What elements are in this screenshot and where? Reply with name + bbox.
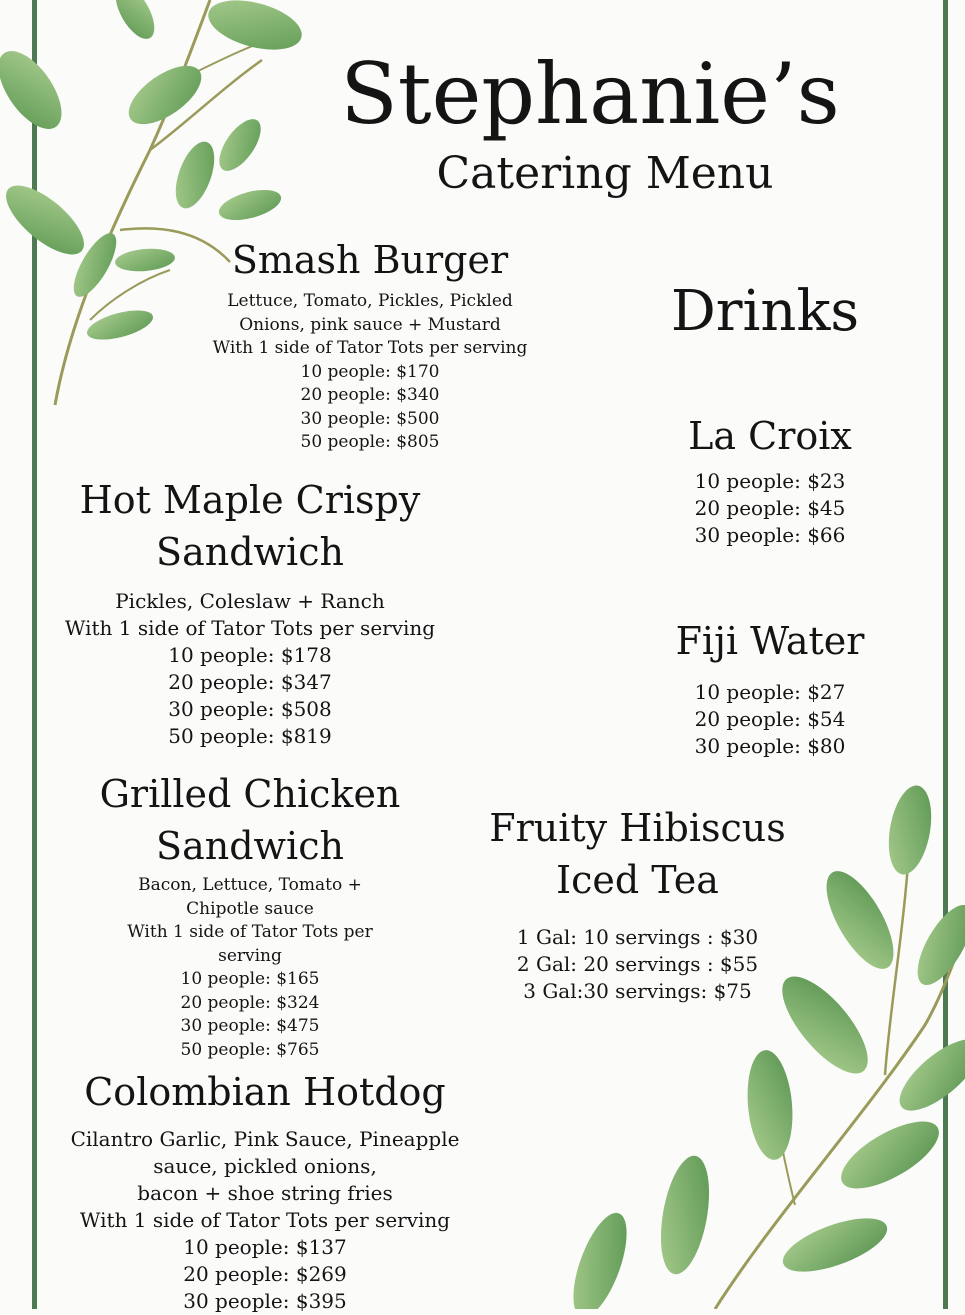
item-price: 30 people: $508 <box>168 697 332 721</box>
item-price: 50 people: $819 <box>168 724 332 748</box>
item-name: Fruity Hibiscus <box>489 806 786 850</box>
item-price: 30 people: $395 <box>183 1289 347 1313</box>
menu-item-colombian-hotdog <box>45 1066 485 1315</box>
item-detail: Pickles, Coleslaw + Ranch <box>115 589 385 613</box>
item-name: La Croix <box>688 414 852 458</box>
item-detail: sauce, pickled onions, <box>153 1154 377 1178</box>
item-detail: bacon + shoe string fries <box>137 1181 393 1205</box>
item-price: 10 people: $178 <box>168 643 332 667</box>
item-price: 20 people: $54 <box>694 707 846 731</box>
item-detail: With 1 side of Tator Tots per <box>127 922 373 942</box>
item-price: 3 Gal:30 servings: $75 <box>523 979 752 1003</box>
item-price: 1 Gal: 10 servings : $30 <box>516 925 759 949</box>
item-detail: With 1 side of Tator Tots per serving <box>79 1208 451 1232</box>
item-name: Grilled Chicken <box>99 772 401 816</box>
item-price: 30 people: $500 <box>300 408 440 429</box>
item-price: 20 people: $324 <box>180 992 320 1013</box>
drink-item-fruity-hibiscus-iced-tea <box>470 802 805 1005</box>
item-price: 20 people: $347 <box>168 670 332 694</box>
item-price: 20 people: $269 <box>183 1262 347 1286</box>
item-detail: With 1 side of Tator Tots per serving <box>212 338 528 358</box>
item-price: 10 people: $27 <box>694 680 846 704</box>
drink-item-fiji-water <box>620 615 920 760</box>
item-price: 30 people: $66 <box>694 523 846 547</box>
item-name: Colombian Hotdog <box>84 1070 446 1114</box>
item-detail: serving <box>218 945 282 966</box>
item-price: 10 people: $137 <box>183 1235 347 1259</box>
item-price: 10 people: $165 <box>180 969 320 989</box>
menu-item-hot-maple-crispy-sandwich <box>40 474 460 750</box>
item-price: 30 people: $80 <box>694 734 846 758</box>
page-subtitle: Catering Menu <box>436 148 774 199</box>
item-price: 20 people: $340 <box>300 385 440 405</box>
item-name: Sandwich <box>156 530 344 574</box>
item-price: 30 people: $475 <box>180 1016 320 1036</box>
item-name: Iced Tea <box>556 858 719 902</box>
item-detail: Lettuce, Tomato, Pickles, Pickled <box>227 291 513 311</box>
item-detail: Cilantro Garlic, Pink Sauce, Pineapple <box>70 1127 460 1151</box>
item-price: 20 people: $45 <box>694 496 846 520</box>
item-price: 10 people: $170 <box>300 361 440 382</box>
menu-item-smash-burger <box>170 234 570 455</box>
item-name: Smash Burger <box>231 238 509 282</box>
page-title: Stephanie’s <box>340 45 840 143</box>
menu-item-grilled-chicken-sandwich <box>50 768 450 1062</box>
item-price: 2 Gal: 20 servings : $55 <box>516 952 759 976</box>
item-detail: With 1 side of Tator Tots per serving <box>64 616 436 640</box>
item-price: 50 people: $765 <box>180 1039 320 1060</box>
item-price: 10 people: $23 <box>694 469 846 493</box>
drinks-heading: Drinks <box>670 279 860 344</box>
item-price: 50 people: $805 <box>300 432 440 452</box>
item-detail: Onions, pink sauce + Mustard <box>239 314 501 335</box>
item-detail: Chipotle sauce <box>186 898 314 919</box>
drink-item-la-croix <box>630 410 910 549</box>
item-detail: Bacon, Lettuce, Tomato + <box>138 875 362 895</box>
item-name: Hot Maple Crispy <box>79 478 421 522</box>
item-name: Fiji Water <box>675 619 865 663</box>
item-name: Sandwich <box>156 824 344 868</box>
